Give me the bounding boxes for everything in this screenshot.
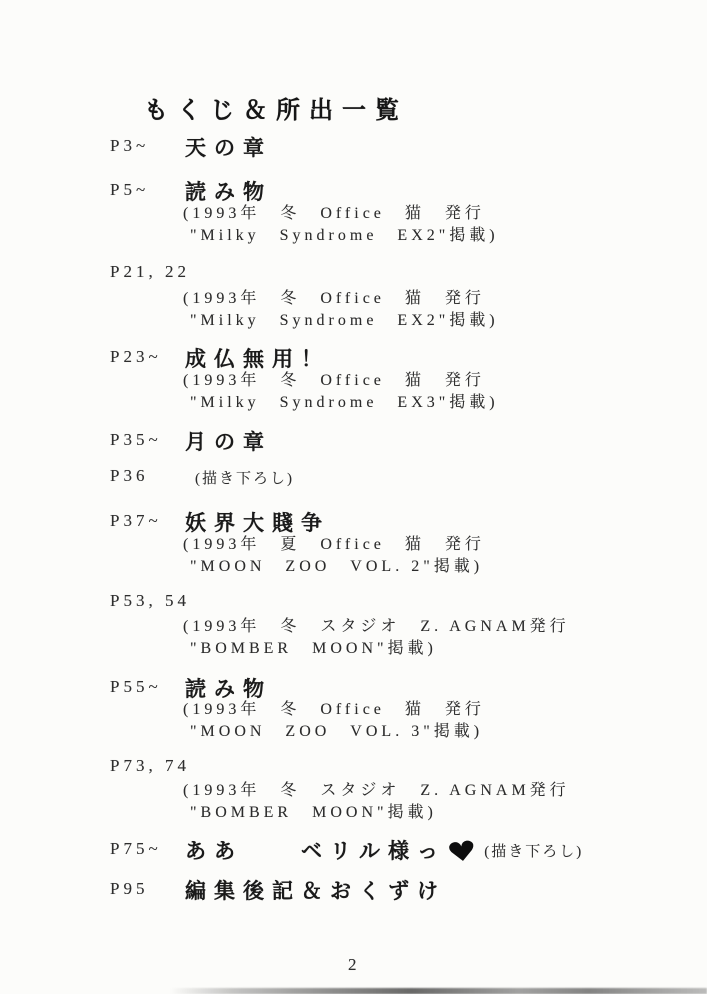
scan-edge-shadow <box>170 988 707 994</box>
entry-note: (描き下ろし) <box>484 844 584 860</box>
entry-page-label: P3~ <box>110 136 150 155</box>
toc-entry <box>0 136 707 166</box>
entry-detail: "BOMBER MOON"掲載) <box>190 804 437 821</box>
toc-entry <box>0 430 707 460</box>
entry-page-label: P35~ <box>110 430 162 449</box>
entry-title: 読み物 <box>185 677 272 701</box>
entry-page-label: P37~ <box>110 511 162 530</box>
entry-detail: "Milky Syndrome EX3"掲載) <box>190 394 499 411</box>
entry-note: (描き下ろし) <box>195 471 294 487</box>
entry-detail: (1993年 冬 Office 猫 発行 <box>183 290 485 307</box>
entry-detail: "BOMBER MOON"掲載) <box>190 640 437 657</box>
toc-entry <box>0 466 707 496</box>
entry-title: ああ ベリル様っ <box>185 839 446 863</box>
entry-page-label: P55~ <box>110 677 162 696</box>
entry-title: 月の章 <box>185 430 272 454</box>
page-title: もくじ＆所出一覧 <box>144 98 408 124</box>
entry-title: 天の章 <box>185 136 272 160</box>
entry-detail: (1993年 冬 スタジオ Z. AGNAM発行 <box>183 618 570 635</box>
entry-detail: "Milky Syndrome EX2"掲載) <box>190 227 499 244</box>
entry-detail: (1993年 冬 Office 猫 発行 <box>183 205 485 222</box>
entry-title: 成仏無用！ <box>185 347 330 371</box>
entry-page-label: P36 <box>110 466 149 485</box>
toc-entry <box>0 835 707 870</box>
entry-detail: "MOON ZOO VOL. 3"掲載) <box>190 723 484 740</box>
entry-page-label: P73, 74 <box>110 756 190 775</box>
entry-page-label: P95 <box>110 879 149 898</box>
heart-icon: ♥ <box>445 835 479 870</box>
entry-title: 読み物 <box>185 180 272 204</box>
entry-detail: (1993年 冬 Office 猫 発行 <box>183 701 485 718</box>
entry-detail: (1993年 冬 Office 猫 発行 <box>183 372 485 389</box>
toc-entry <box>0 879 707 909</box>
entry-page-label: P75~ <box>110 839 162 858</box>
entry-page-label: P5~ <box>110 180 150 199</box>
entry-page-label: P21, 22 <box>110 262 190 281</box>
entry-detail: (1993年 冬 スタジオ Z. AGNAM発行 <box>183 782 570 799</box>
entry-page-label: P53, 54 <box>110 591 190 610</box>
page-number: 2 <box>348 955 357 974</box>
entry-page-label: P23~ <box>110 347 162 366</box>
entry-detail: "MOON ZOO VOL. 2"掲載) <box>190 558 484 575</box>
entry-title: 編集後記＆おくずけ <box>185 879 446 903</box>
entry-detail: "Milky Syndrome EX2"掲載) <box>190 312 499 329</box>
entry-detail: (1993年 夏 Office 猫 発行 <box>183 536 485 553</box>
entry-title: 妖界大賤争 <box>185 511 330 535</box>
